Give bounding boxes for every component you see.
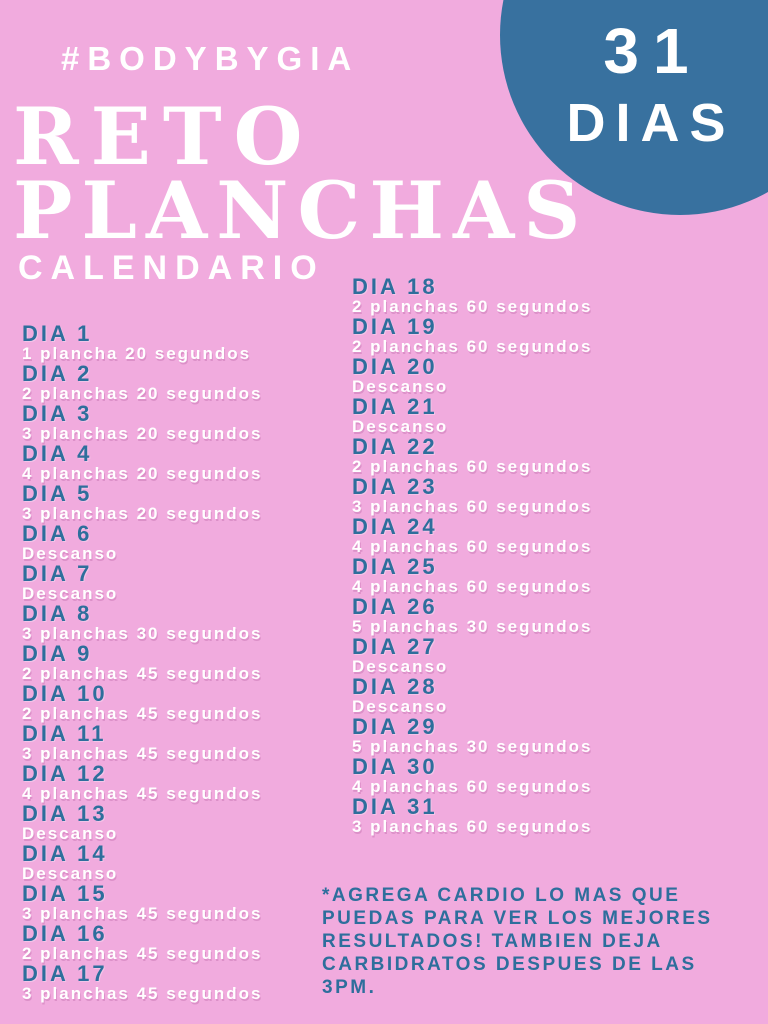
hashtag-text: #BODYBYGIA (61, 40, 360, 77)
day-label: DIA 5 (22, 481, 93, 506)
day-label: DIA 31 (352, 794, 438, 819)
day-entry (352, 354, 593, 396)
day-entry (22, 401, 263, 443)
day-label: DIA 13 (22, 801, 108, 826)
day-entry (22, 681, 263, 723)
day-label: DIA 1 (22, 321, 93, 346)
day-detail: Descanso (22, 544, 119, 563)
day-detail: 3 planchas 20 segundos (22, 424, 263, 443)
title-line-planchas: PLANCHAS (13, 164, 590, 257)
day-detail: 3 planchas 60 segundos (352, 817, 593, 836)
day-detail: Descanso (22, 864, 119, 883)
day-detail: 2 planchas 60 segundos (352, 337, 593, 356)
day-entry (22, 601, 263, 643)
day-entry (22, 921, 263, 963)
day-detail: 2 planchas 45 segundos (22, 664, 263, 683)
day-detail: 2 planchas 45 segundos (22, 944, 263, 963)
badge-days-label: DIAS (566, 93, 736, 153)
subtitle-calendario: CALENDARIO (18, 249, 325, 287)
day-label: DIA 29 (352, 714, 438, 739)
day-detail: 2 planchas 60 segundos (352, 457, 593, 476)
day-detail: 3 planchas 30 segundos (22, 624, 263, 643)
day-label: DIA 23 (352, 474, 438, 499)
right-day-column (352, 274, 593, 837)
day-detail: 5 planchas 30 segundos (352, 617, 593, 636)
day-entry (22, 961, 263, 1003)
day-detail: 2 planchas 60 segundos (352, 297, 593, 316)
day-label: DIA 11 (22, 721, 107, 746)
day-detail: Descanso (22, 824, 119, 843)
day-detail: 2 planchas 45 segundos (22, 704, 263, 723)
day-label: DIA 3 (22, 401, 93, 426)
day-label: DIA 7 (22, 561, 93, 586)
day-label: DIA 14 (22, 841, 108, 866)
footnote-line: 3PM. (322, 977, 377, 998)
day-entry (22, 641, 263, 683)
day-label: DIA 10 (22, 681, 108, 706)
day-label: DIA 6 (22, 521, 93, 546)
day-entry (352, 474, 593, 516)
day-detail: 3 planchas 45 segundos (22, 904, 263, 923)
day-entry (22, 721, 263, 763)
day-label: DIA 27 (352, 634, 438, 659)
day-label: DIA 9 (22, 641, 93, 666)
footnote-line: RESULTADOS! TAMBIEN DEJA (322, 931, 663, 952)
day-detail: 2 planchas 20 segundos (22, 384, 263, 403)
footnote-line: *AGREGA CARDIO LO MAS QUE (322, 885, 681, 906)
day-label: DIA 24 (352, 514, 438, 539)
day-label: DIA 28 (352, 674, 438, 699)
day-label: DIA 16 (22, 921, 108, 946)
day-entry (22, 761, 263, 803)
day-entry (352, 434, 593, 476)
day-entry (352, 514, 593, 556)
day-label: DIA 4 (22, 441, 93, 466)
day-entry (22, 361, 263, 403)
day-entry (22, 801, 263, 843)
day-entry (22, 841, 263, 883)
poster-title (13, 90, 590, 257)
day-entry (22, 441, 263, 483)
day-detail: 4 planchas 45 segundos (22, 784, 263, 803)
footnote-line: CARBIDRATOS DESPUES DE LAS (322, 954, 697, 975)
day-detail: Descanso (352, 657, 449, 676)
day-detail: 5 planchas 30 segundos (352, 737, 593, 756)
footnote-note (322, 884, 713, 999)
day-entry (352, 674, 593, 716)
day-entry (22, 321, 263, 363)
day-entry (352, 594, 593, 636)
day-detail: Descanso (352, 417, 449, 436)
day-detail: 3 planchas 60 segundos (352, 497, 593, 516)
day-entry (352, 314, 593, 356)
day-label: DIA 19 (352, 314, 438, 339)
day-detail: Descanso (352, 697, 449, 716)
day-entry (22, 881, 263, 923)
day-label: DIA 15 (22, 881, 108, 906)
day-entry (22, 481, 263, 523)
day-detail: 3 planchas 45 segundos (22, 984, 263, 1003)
day-entry (352, 394, 593, 436)
day-entry (352, 554, 593, 596)
day-label: DIA 17 (22, 961, 108, 986)
day-detail: Descanso (352, 377, 449, 396)
day-label: DIA 21 (352, 394, 438, 419)
day-entry (352, 794, 593, 836)
footnote-line: PUEDAS PARA VER LOS MEJORES (322, 908, 713, 929)
day-entry (352, 274, 593, 316)
day-detail: 4 planchas 60 segundos (352, 537, 593, 556)
title-line-reto: RETO (13, 90, 315, 183)
badge-days-count: 31 (603, 15, 703, 87)
day-entry (352, 634, 593, 676)
day-detail: 4 planchas 20 segundos (22, 464, 263, 483)
day-label: DIA 25 (352, 554, 438, 579)
day-entry (352, 754, 593, 796)
day-entry (22, 561, 263, 603)
left-day-column (22, 321, 263, 1004)
day-label: DIA 8 (22, 601, 93, 626)
day-detail: 4 planchas 60 segundos (352, 577, 593, 596)
day-detail: 1 plancha 20 segundos (22, 344, 252, 363)
day-detail: 4 planchas 60 segundos (352, 777, 593, 796)
day-label: DIA 30 (352, 754, 438, 779)
day-detail: 3 planchas 45 segundos (22, 744, 263, 763)
day-detail: 3 planchas 20 segundos (22, 504, 263, 523)
day-label: DIA 20 (352, 354, 438, 379)
day-label: DIA 22 (352, 434, 438, 459)
day-label: DIA 18 (352, 274, 438, 299)
day-entry (22, 521, 263, 563)
day-entry (352, 714, 593, 756)
day-detail: Descanso (22, 584, 119, 603)
day-label: DIA 2 (22, 361, 93, 386)
day-label: DIA 12 (22, 761, 108, 786)
day-label: DIA 26 (352, 594, 438, 619)
